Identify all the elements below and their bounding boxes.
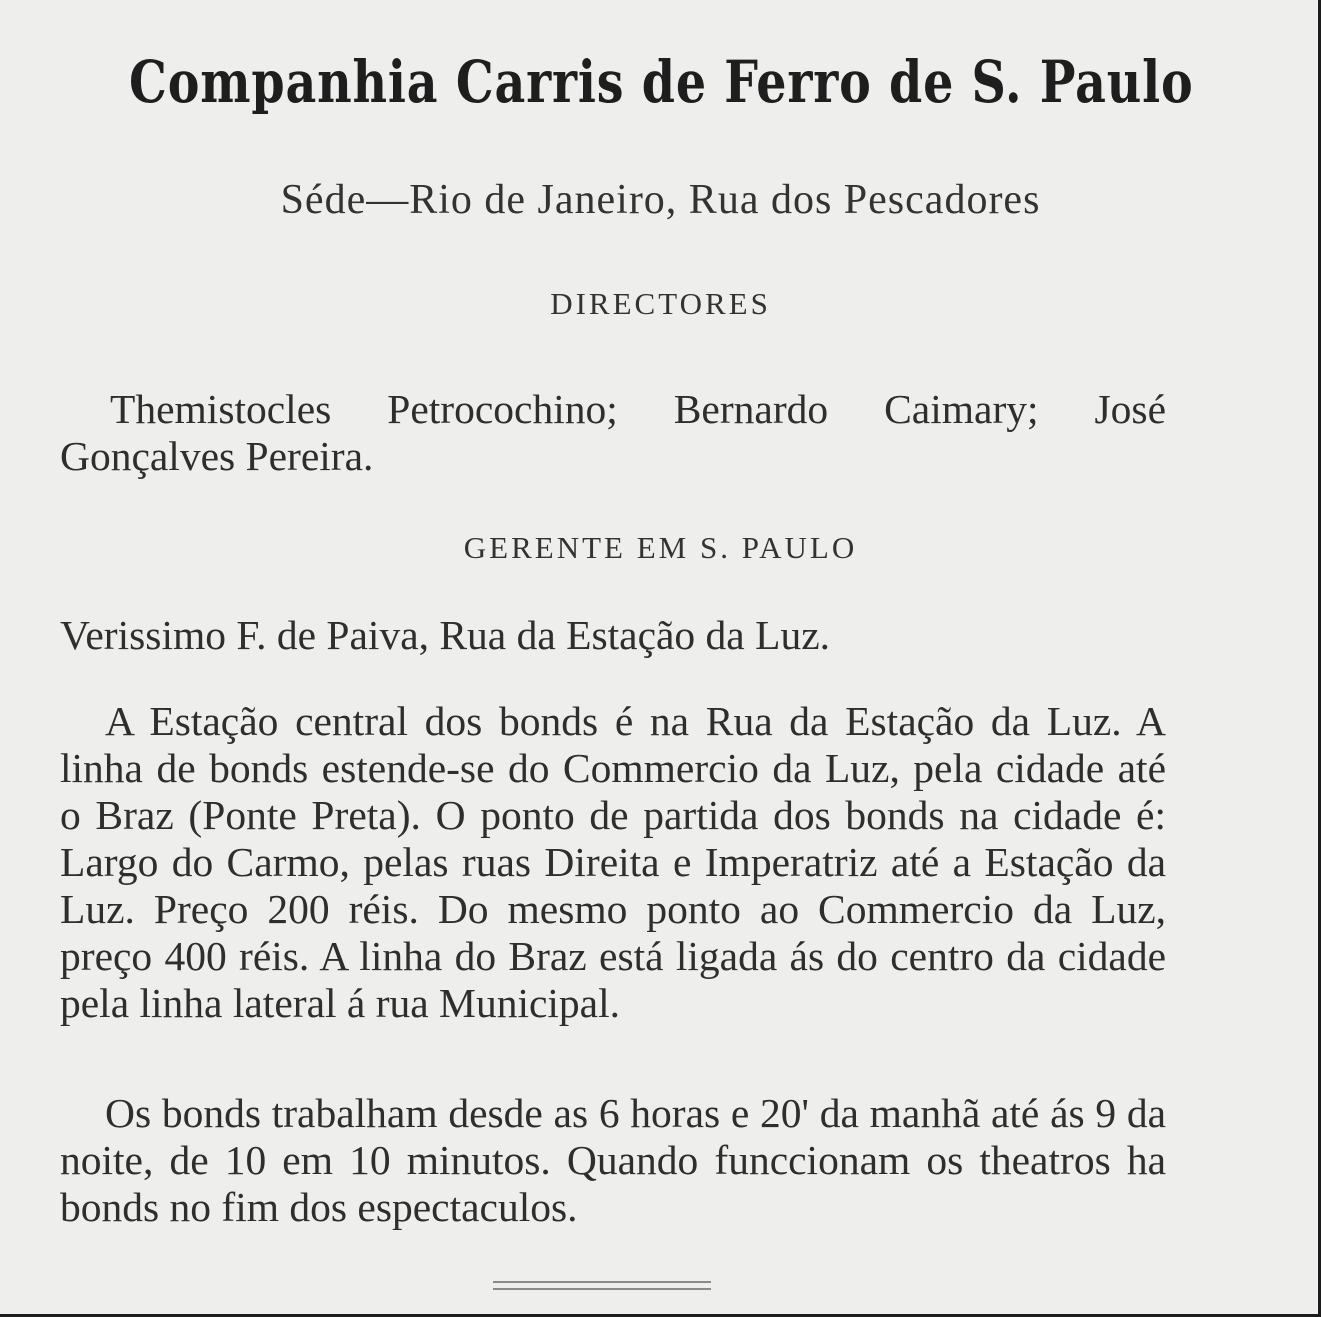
- company-title: Companhia Carris de Ferro de S. Paulo: [129, 48, 1194, 116]
- directors-paragraph: Themistocles Petrocochino; Bernardo Caimary; José Gonçalves Pereira.: [60, 386, 1166, 479]
- directors-heading: DIRECTORES: [550, 286, 771, 321]
- section-divider: [493, 1281, 711, 1290]
- headquarters-line: Séde—Rio de Janeiro, Rua dos Pescadores: [280, 177, 1041, 223]
- station-paragraph: A Estação central dos bonds é na Rua da Estação da Luz. A linha de bonds estende-se do Commercio da Luz, pela cidade até o Braz (Ponte Preta). O ponto de partida dos bonds na cidade é: Largo do Carmo, pelas ruas Direita e Imperatriz até a Estação da Luz. Preço 200 réis. Do mesmo ponto ao Commercio da Luz, preço 400 réis. A linha do Braz está ligada ás do centro da cidade pela linha lateral á rua Municipal.: [60, 698, 1166, 1026]
- hours-paragraph: Os bonds trabalham desde as 6 horas e 20' da manhã até ás 9 da noite, de 10 em 10 minutos. Quando funccionam os theatros ha bonds no fim dos espectaculos.: [60, 1090, 1166, 1230]
- manager-heading: GERENTE EM S. PAULO: [463, 530, 858, 565]
- manager-paragraph: Verissimo F. de Paiva, Rua da Estação da Luz.: [60, 612, 830, 658]
